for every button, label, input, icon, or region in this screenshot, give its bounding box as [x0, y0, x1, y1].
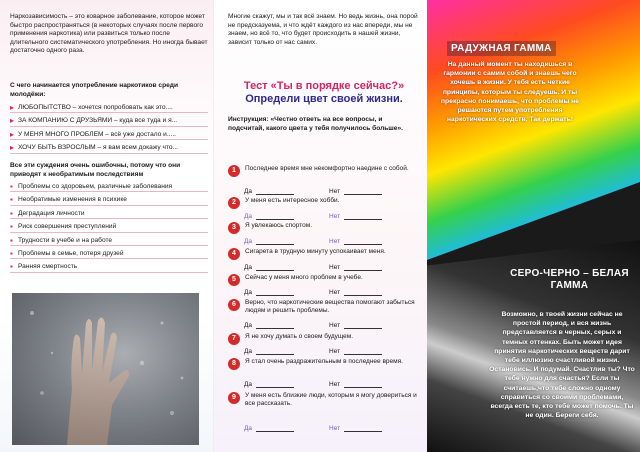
answer-row[interactable]: Да Нет	[244, 213, 414, 220]
left-panel	[0, 0, 213, 452]
list-item: ▪ Трудности в учебе и на работе	[10, 237, 208, 246]
answer-row[interactable]: Да Нет	[244, 238, 414, 245]
bullet-icon: ▸	[10, 143, 15, 153]
right-panel	[427, 0, 640, 452]
yes-answer-blank[interactable]	[256, 322, 294, 329]
bullet-icon: ▸	[10, 116, 15, 126]
bullet-icon: ▸	[10, 103, 15, 112]
middle-panel	[213, 0, 427, 452]
no-answer-blank[interactable]	[344, 425, 382, 432]
answer-row[interactable]: Да Нет	[244, 188, 414, 195]
no-answer-blank[interactable]	[344, 188, 382, 195]
bullet-icon: ▪	[10, 182, 13, 191]
yes-answer-blank[interactable]	[256, 348, 294, 355]
question-item: 2 У меня есть интересное хобби.	[228, 197, 420, 205]
list-item: ▪ Проблемы со здоровьем, различные заболевания	[10, 183, 208, 192]
list-item: ▪ Деградация личности	[10, 210, 208, 219]
list-item: ▸ ХОЧУ БЫТЬ ВЗРОСЛЫМ – я вам всем докажу что...	[10, 144, 208, 153]
list-item: ▸ ЗА КОМПАНИЮ С ДРУЗЬЯМИ – куда все туда и я...	[10, 117, 208, 126]
instruction-text: Инструкция: «Честно ответь на все вопросы, и подсчитай, какого цвета у тебя получилось больше».	[228, 116, 403, 132]
consequences-list	[10, 183, 208, 277]
answer-row[interactable]: Да Нет	[244, 289, 414, 296]
answer-row[interactable]: Да Нет	[244, 264, 414, 271]
bullet-icon: ▸	[10, 129, 15, 139]
answer-row[interactable]: Да Нет	[244, 348, 414, 355]
question-item: 3 Я увлекаюсь спортом.	[228, 222, 420, 230]
rainbow-text: На данный момент ты находишься в гармонии с самим собой и знаешь чего хочешь в жизни. У тебя есть четкие принципы, которым ты следуешь. И ты прекрасно понимаешь, что проблемы не решаются путем употребления наркотических средств. Так держать!	[440, 61, 580, 124]
bw-text: Возможно, в твоей жизни сейчас не простой период, и вся жизнь представляется в черных, серых и темных оттенках. Быть может идея принятия наркотических веществ дарит тебе иллюзию счастливой жизни. Остановись. И подумай. Счастлив ты? Что тебе нужно для счастья? Если ты считаешь,что тебе сложно одному справиться со своими проблемами, всегда есть те, кто тебе может помочь. Ты не один. Береги себя.	[489, 311, 635, 420]
test-title: Тест «Ты в порядке сейчас?» Определи цвет своей жизни.	[243, 80, 405, 105]
bullet-icon: ▪	[10, 208, 13, 218]
list-item: ▪ Необратимые изменения в психике	[10, 196, 208, 205]
intro-text: Многие скажут, мы и так всё знаем. Но ведь жизнь, она порой не предсказуема, и что ждёт каждого из нас впереди, мы не знаем, но всё то, что будет происходить в нашей жизни, зависит только от нас самих.	[228, 13, 418, 46]
bw-heading: СЕРО-ЧЕРНО – БЕЛАЯ ГАММА	[510, 268, 629, 291]
list-item: ▪ Риск совершения преступлений	[10, 223, 208, 232]
no-answer-blank[interactable]	[344, 381, 382, 388]
intro-text: Наркозависимость – это коварное заболевание, которое может быстро распространяться (в некоторых случаях после первого применения наркотика) или развиться только после длительного систематического употребления. Но иногда бывает достаточно одного раза.	[10, 13, 208, 55]
rainbow-heading: РАДУЖНАЯ ГАММА	[447, 41, 556, 56]
list-item: ▸ У МЕНЯ МНОГО ПРОБЛЕМ – всё уже достало и.....	[10, 131, 208, 140]
hand-on-glass-photo	[12, 293, 199, 445]
no-answer-blank[interactable]	[344, 238, 382, 245]
question-item: 1 Последнее время мне некомфортно наедине с собой.	[228, 165, 420, 173]
question-item: 9 У меня есть близкие люди, которым я могу довериться и все рассказать.	[228, 392, 420, 408]
reasons-title: С чего начинается употребление наркотиков среди молодёжи:	[10, 82, 179, 98]
no-answer-blank[interactable]	[344, 213, 382, 220]
list-item: ▸ ЛЮБОПЫТСТВО – хочется попробовать как это....	[10, 104, 208, 113]
yes-answer-blank[interactable]	[256, 289, 294, 296]
question-item: 6 Верно, что наркотические вещества помогают забыться людям и решить проблемы.	[228, 299, 420, 315]
question-item: 8 Я стал очень раздражительным в последнее время.	[228, 358, 420, 366]
bullet-icon: ▪	[10, 249, 13, 259]
yes-answer-blank[interactable]	[256, 381, 294, 388]
question-item: 5 Сейчас у меня много проблем в учебе.	[228, 274, 420, 282]
bullet-icon: ▪	[10, 222, 13, 232]
bullet-icon: ▪	[10, 262, 13, 272]
consequences-title: Все эти суждения очень ошибочны, потому что они приводят к необратимым последствиям	[10, 162, 181, 178]
rainbow-background	[427, 0, 640, 260]
answer-row[interactable]: Да Нет	[244, 425, 414, 432]
answer-row[interactable]: Да Нет	[244, 322, 414, 329]
yes-answer-blank[interactable]	[256, 213, 294, 220]
list-item: ▪ Проблемы в семье, потеря друзей	[10, 250, 208, 259]
reasons-list	[10, 104, 208, 158]
question-item: 4 Сигарета в трудную минуту успокаивает меня.	[228, 248, 420, 256]
answer-row[interactable]: Да Нет	[244, 381, 414, 388]
no-answer-blank[interactable]	[344, 322, 382, 329]
no-answer-blank[interactable]	[344, 264, 382, 271]
question-item: 7 Я не хочу думать о своем будущем.	[228, 333, 420, 341]
no-answer-blank[interactable]	[344, 348, 382, 355]
yes-answer-blank[interactable]	[256, 188, 294, 195]
yes-answer-blank[interactable]	[256, 264, 294, 271]
no-answer-blank[interactable]	[344, 289, 382, 296]
bullet-icon: ▪	[10, 195, 13, 205]
yes-answer-blank[interactable]	[256, 238, 294, 245]
yes-answer-blank[interactable]	[256, 425, 294, 432]
bullet-icon: ▪	[10, 235, 13, 245]
hand-icon	[12, 293, 199, 445]
list-item: ▪ Ранняя смертность	[10, 263, 208, 272]
